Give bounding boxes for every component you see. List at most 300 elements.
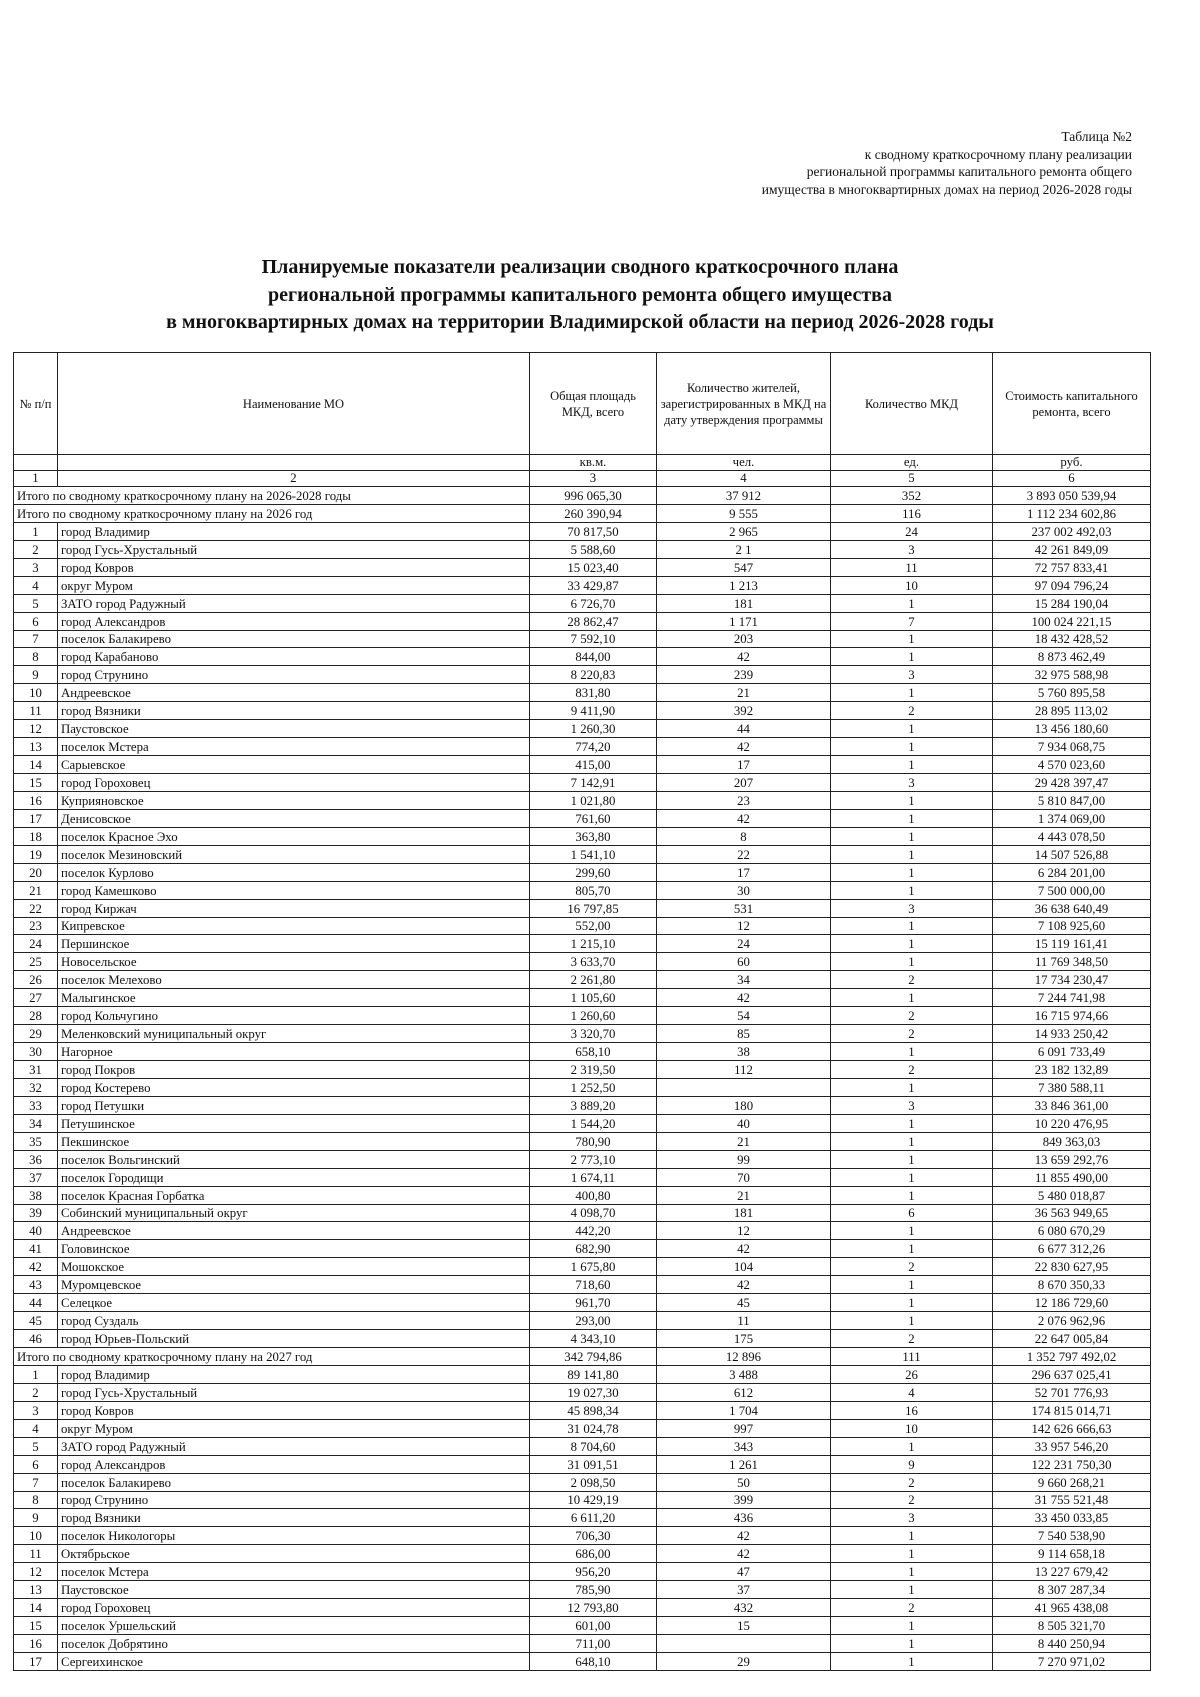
row-municipality: поселок Курлово	[58, 863, 530, 881]
table-row	[14, 1025, 1151, 1043]
row-area: 12 793,80	[530, 1599, 657, 1617]
row-residents: 70	[657, 1168, 831, 1186]
row-index: 12	[14, 1563, 58, 1581]
row-residents: 21	[657, 1186, 831, 1204]
row-index: 23	[14, 917, 58, 935]
row-residents: 17	[657, 756, 831, 774]
row-buildings: 2	[831, 1491, 993, 1509]
row-municipality: Першинское	[58, 935, 530, 953]
table-row	[14, 1312, 1151, 1330]
row-index: 2	[14, 1383, 58, 1401]
row-index: 15	[14, 774, 58, 792]
row-municipality: поселок Мстера	[58, 1563, 530, 1581]
table-row	[14, 1455, 1151, 1473]
total-area: 996 065,30	[530, 487, 657, 505]
table-row	[14, 827, 1151, 845]
row-municipality: город Гороховец	[58, 774, 530, 792]
appendix-line: региональной программы капитального ремонта общего	[806, 164, 1132, 180]
row-index: 5	[14, 594, 58, 612]
row-buildings: 1	[831, 1132, 993, 1150]
row-residents: 2 965	[657, 522, 831, 540]
row-index: 26	[14, 971, 58, 989]
row-municipality: город Покров	[58, 1061, 530, 1079]
row-area: 1 541,10	[530, 845, 657, 863]
row-area: 1 260,30	[530, 720, 657, 738]
row-cost: 33 450 033,85	[993, 1509, 1151, 1527]
row-index: 13	[14, 738, 58, 756]
row-cost: 5 810 847,00	[993, 791, 1151, 809]
row-area: 682,90	[530, 1240, 657, 1258]
row-buildings: 1	[831, 1563, 993, 1581]
row-index: 14	[14, 756, 58, 774]
row-index: 11	[14, 702, 58, 720]
table-row	[14, 666, 1151, 684]
row-index: 7	[14, 630, 58, 648]
row-cost: 36 563 949,65	[993, 1204, 1151, 1222]
row-residents: 23	[657, 791, 831, 809]
row-residents: 11	[657, 1312, 831, 1330]
row-area: 956,20	[530, 1563, 657, 1581]
row-residents: 29	[657, 1652, 831, 1670]
row-municipality: Меленковский муниципальный округ	[58, 1025, 530, 1043]
row-municipality: Сергеихинское	[58, 1652, 530, 1670]
row-municipality: город Струнино	[58, 1491, 530, 1509]
row-municipality: поселок Красное Эхо	[58, 827, 530, 845]
row-index: 28	[14, 1007, 58, 1025]
table-row	[14, 989, 1151, 1007]
table-row	[14, 917, 1151, 935]
row-municipality: округ Муром	[58, 576, 530, 594]
row-cost: 142 626 666,63	[993, 1419, 1151, 1437]
row-area: 442,20	[530, 1222, 657, 1240]
table-row	[14, 774, 1151, 792]
row-area: 831,80	[530, 684, 657, 702]
section-total-residents: 9 555	[657, 504, 831, 522]
total-residents: 37 912	[657, 487, 831, 505]
row-index: 13	[14, 1581, 58, 1599]
table-row	[14, 1150, 1151, 1168]
row-cost: 6 091 733,49	[993, 1043, 1151, 1061]
table-row	[14, 1617, 1151, 1635]
row-area: 2 319,50	[530, 1061, 657, 1079]
row-area: 805,70	[530, 881, 657, 899]
row-index: 39	[14, 1204, 58, 1222]
row-index: 8	[14, 1491, 58, 1509]
table-row	[14, 720, 1151, 738]
row-area: 648,10	[530, 1652, 657, 1670]
row-index: 30	[14, 1043, 58, 1061]
row-cost: 122 231 750,30	[993, 1455, 1151, 1473]
table-row	[14, 1168, 1151, 1186]
row-area: 3 889,20	[530, 1096, 657, 1114]
row-area: 415,00	[530, 756, 657, 774]
row-buildings: 2	[831, 1061, 993, 1079]
row-municipality: поселок Красная Горбатка	[58, 1186, 530, 1204]
row-residents: 399	[657, 1491, 831, 1509]
row-cost: 8 307 287,34	[993, 1581, 1151, 1599]
header-cost: Стоимость капитального ремонта, всего	[993, 353, 1151, 455]
row-municipality: город Владимир	[58, 1365, 530, 1383]
row-municipality: Октябрьское	[58, 1545, 530, 1563]
row-residents: 531	[657, 899, 831, 917]
row-municipality: Мошокское	[58, 1258, 530, 1276]
row-buildings: 2	[831, 1007, 993, 1025]
row-cost: 2 076 962,96	[993, 1312, 1151, 1330]
table-row	[14, 1061, 1151, 1079]
row-buildings: 9	[831, 1455, 993, 1473]
row-area: 1 544,20	[530, 1114, 657, 1132]
row-area: 15 023,40	[530, 558, 657, 576]
row-municipality: город Кольчугино	[58, 1007, 530, 1025]
row-municipality: город Владимир	[58, 522, 530, 540]
row-municipality: Куприяновское	[58, 791, 530, 809]
total-cost: 3 893 050 539,94	[993, 487, 1151, 505]
row-buildings: 3	[831, 1096, 993, 1114]
column-number: 2	[58, 471, 530, 487]
row-cost: 8 873 462,49	[993, 648, 1151, 666]
row-cost: 33 846 361,00	[993, 1096, 1151, 1114]
header-residents: Количество жителей, зарегистрированных в МКД на дату утверждения программы	[657, 353, 831, 455]
row-municipality: поселок Мезиновский	[58, 845, 530, 863]
row-cost: 52 701 776,93	[993, 1383, 1151, 1401]
row-residents: 15	[657, 1617, 831, 1635]
row-area: 552,00	[530, 917, 657, 935]
row-index: 24	[14, 935, 58, 953]
row-municipality: поселок Балакирево	[58, 1473, 530, 1491]
row-residents: 239	[657, 666, 831, 684]
row-buildings: 1	[831, 684, 993, 702]
header-area: Общая площадь МКД, всего	[530, 353, 657, 455]
row-area: 1 021,80	[530, 791, 657, 809]
row-municipality: город Ковров	[58, 1401, 530, 1419]
row-buildings: 3	[831, 1509, 993, 1527]
table-row	[14, 935, 1151, 953]
table-row	[14, 1383, 1151, 1401]
row-residents: 42	[657, 1276, 831, 1294]
row-area: 780,90	[530, 1132, 657, 1150]
row-residents: 42	[657, 1240, 831, 1258]
table-row	[14, 558, 1151, 576]
row-index: 46	[14, 1330, 58, 1348]
row-cost: 15 284 190,04	[993, 594, 1151, 612]
row-residents: 207	[657, 774, 831, 792]
row-index: 19	[14, 845, 58, 863]
row-index: 44	[14, 1294, 58, 1312]
row-buildings: 1	[831, 1294, 993, 1312]
row-residents: 17	[657, 863, 831, 881]
row-cost: 6 677 312,26	[993, 1240, 1151, 1258]
row-cost: 8 505 321,70	[993, 1617, 1151, 1635]
row-area: 1 675,80	[530, 1258, 657, 1276]
row-municipality: город Струнино	[58, 666, 530, 684]
section-total-row	[14, 1348, 1151, 1366]
row-municipality: город Юрьев-Польский	[58, 1330, 530, 1348]
row-cost: 296 637 025,41	[993, 1365, 1151, 1383]
row-area: 7 142,91	[530, 774, 657, 792]
row-area: 293,00	[530, 1312, 657, 1330]
row-index: 2	[14, 540, 58, 558]
row-municipality: город Александров	[58, 612, 530, 630]
column-number: 5	[831, 471, 993, 487]
row-index: 17	[14, 809, 58, 827]
row-index: 20	[14, 863, 58, 881]
table-row	[14, 1330, 1151, 1348]
section-total-area: 342 794,86	[530, 1348, 657, 1366]
table-row	[14, 1043, 1151, 1061]
section-total-area: 260 390,94	[530, 504, 657, 522]
row-residents: 45	[657, 1294, 831, 1312]
row-municipality: город Вязники	[58, 1509, 530, 1527]
row-cost: 23 182 132,89	[993, 1061, 1151, 1079]
row-municipality: Денисовское	[58, 809, 530, 827]
row-municipality: город Киржач	[58, 899, 530, 917]
table-row	[14, 630, 1151, 648]
table-row	[14, 1437, 1151, 1455]
row-buildings: 2	[831, 1025, 993, 1043]
row-buildings: 11	[831, 558, 993, 576]
row-area: 363,80	[530, 827, 657, 845]
row-municipality: Нагорное	[58, 1043, 530, 1061]
table-row	[14, 1078, 1151, 1096]
section-total-cost: 1 112 234 602,86	[993, 504, 1151, 522]
row-area: 33 429,87	[530, 576, 657, 594]
row-area: 785,90	[530, 1581, 657, 1599]
row-municipality: поселок Балакирево	[58, 630, 530, 648]
row-index: 37	[14, 1168, 58, 1186]
row-cost: 17 734 230,47	[993, 971, 1151, 989]
row-cost: 9 114 658,18	[993, 1545, 1151, 1563]
row-cost: 4 443 078,50	[993, 827, 1151, 845]
section-total-buildings: 116	[831, 504, 993, 522]
row-municipality: поселок Вольгинский	[58, 1150, 530, 1168]
row-residents: 42	[657, 1545, 831, 1563]
row-buildings: 3	[831, 774, 993, 792]
row-index: 36	[14, 1150, 58, 1168]
row-index: 35	[14, 1132, 58, 1150]
row-buildings: 1	[831, 953, 993, 971]
row-municipality: город Гусь-Хрустальный	[58, 540, 530, 558]
row-area: 45 898,34	[530, 1401, 657, 1419]
row-residents: 37	[657, 1581, 831, 1599]
row-residents: 22	[657, 845, 831, 863]
table-row	[14, 1365, 1151, 1383]
row-cost: 7 380 588,11	[993, 1078, 1151, 1096]
table-row	[14, 1652, 1151, 1670]
row-buildings: 1	[831, 1186, 993, 1204]
row-buildings: 1	[831, 881, 993, 899]
table-row	[14, 738, 1151, 756]
row-index: 4	[14, 576, 58, 594]
row-municipality: округ Муром	[58, 1419, 530, 1437]
table-row	[14, 702, 1151, 720]
row-area: 299,60	[530, 863, 657, 881]
row-municipality: Малыгинское	[58, 989, 530, 1007]
row-index: 18	[14, 827, 58, 845]
table-row	[14, 791, 1151, 809]
appendix-line: Таблица №2	[1061, 129, 1132, 144]
row-buildings: 2	[831, 1330, 993, 1348]
units-empty	[58, 455, 530, 471]
row-area: 70 817,50	[530, 522, 657, 540]
table-row	[14, 1419, 1151, 1437]
row-residents: 343	[657, 1437, 831, 1455]
row-buildings: 2	[831, 1599, 993, 1617]
row-buildings: 1	[831, 863, 993, 881]
row-cost: 5 480 018,87	[993, 1186, 1151, 1204]
row-cost: 31 755 521,48	[993, 1491, 1151, 1509]
table-row	[14, 540, 1151, 558]
row-buildings: 1	[831, 791, 993, 809]
unit-area: кв.м.	[530, 455, 657, 471]
row-index: 41	[14, 1240, 58, 1258]
row-area: 400,80	[530, 1186, 657, 1204]
row-municipality: город Вязники	[58, 702, 530, 720]
unit-cost: руб.	[993, 455, 1151, 471]
row-buildings: 10	[831, 1419, 993, 1437]
appendix-line: к сводному краткосрочному плану реализации	[864, 146, 1132, 162]
row-buildings: 2	[831, 971, 993, 989]
row-municipality: город Костерево	[58, 1078, 530, 1096]
row-index: 27	[14, 989, 58, 1007]
row-index: 22	[14, 899, 58, 917]
row-area: 718,60	[530, 1276, 657, 1294]
section-total-residents: 12 896	[657, 1348, 831, 1366]
row-residents: 42	[657, 1527, 831, 1545]
row-index: 25	[14, 953, 58, 971]
row-municipality: поселок Мстера	[58, 738, 530, 756]
row-area: 7 592,10	[530, 630, 657, 648]
column-number: 3	[530, 471, 657, 487]
row-buildings: 2	[831, 1473, 993, 1491]
row-area: 31 091,51	[530, 1455, 657, 1473]
row-buildings: 1	[831, 989, 993, 1007]
row-buildings: 1	[831, 1078, 993, 1096]
row-buildings: 3	[831, 666, 993, 684]
row-index: 11	[14, 1545, 58, 1563]
header-name: Наименование МО	[58, 353, 530, 455]
row-cost: 11 855 490,00	[993, 1168, 1151, 1186]
row-buildings: 1	[831, 738, 993, 756]
row-residents: 50	[657, 1473, 831, 1491]
row-residents: 1 171	[657, 612, 831, 630]
row-residents: 180	[657, 1096, 831, 1114]
table-row	[14, 1509, 1151, 1527]
table-row	[14, 1545, 1151, 1563]
table-row	[14, 756, 1151, 774]
row-municipality: Паустовское	[58, 720, 530, 738]
row-area: 844,00	[530, 648, 657, 666]
row-cost: 7 108 925,60	[993, 917, 1151, 935]
row-residents: 42	[657, 809, 831, 827]
table-row	[14, 594, 1151, 612]
row-index: 7	[14, 1473, 58, 1491]
row-buildings: 1	[831, 1581, 993, 1599]
row-index: 3	[14, 1401, 58, 1419]
table-row	[14, 1527, 1151, 1545]
row-cost: 32 975 588,98	[993, 666, 1151, 684]
row-index: 29	[14, 1025, 58, 1043]
row-cost: 7 270 971,02	[993, 1652, 1151, 1670]
row-municipality: Пекшинское	[58, 1132, 530, 1150]
table-row	[14, 1276, 1151, 1294]
column-number: 4	[657, 471, 831, 487]
row-buildings: 1	[831, 1043, 993, 1061]
row-buildings: 1	[831, 594, 993, 612]
row-area: 686,00	[530, 1545, 657, 1563]
row-residents: 104	[657, 1258, 831, 1276]
row-buildings: 1	[831, 1635, 993, 1653]
row-residents: 432	[657, 1599, 831, 1617]
appendix-note	[532, 128, 1132, 198]
row-index: 9	[14, 666, 58, 684]
row-index: 34	[14, 1114, 58, 1132]
row-cost: 16 715 974,66	[993, 1007, 1151, 1025]
row-index: 16	[14, 1635, 58, 1653]
grand-total-row	[14, 487, 1151, 505]
row-index: 38	[14, 1186, 58, 1204]
row-municipality: Собинский муниципальный округ	[58, 1204, 530, 1222]
row-area: 1 252,50	[530, 1078, 657, 1096]
row-index: 31	[14, 1061, 58, 1079]
row-cost: 8 670 350,33	[993, 1276, 1151, 1294]
row-area: 711,00	[530, 1635, 657, 1653]
row-area: 16 797,85	[530, 899, 657, 917]
row-municipality: Селецкое	[58, 1294, 530, 1312]
row-buildings: 1	[831, 1617, 993, 1635]
row-area: 2 773,10	[530, 1150, 657, 1168]
row-area: 601,00	[530, 1617, 657, 1635]
row-municipality: поселок Городищи	[58, 1168, 530, 1186]
row-index: 6	[14, 612, 58, 630]
units-row	[14, 455, 1151, 471]
row-residents: 392	[657, 702, 831, 720]
row-residents: 40	[657, 1114, 831, 1132]
row-area: 9 411,90	[530, 702, 657, 720]
row-area: 1 674,11	[530, 1168, 657, 1186]
row-buildings: 1	[831, 1545, 993, 1563]
row-residents: 547	[657, 558, 831, 576]
row-cost: 7 540 538,90	[993, 1527, 1151, 1545]
row-area: 706,30	[530, 1527, 657, 1545]
row-index: 9	[14, 1509, 58, 1527]
row-residents: 21	[657, 684, 831, 702]
document-title	[10, 254, 1150, 337]
row-cost: 14 507 526,88	[993, 845, 1151, 863]
row-residents: 112	[657, 1061, 831, 1079]
table-row	[14, 648, 1151, 666]
row-residents: 30	[657, 881, 831, 899]
table-row	[14, 576, 1151, 594]
row-residents: 44	[657, 720, 831, 738]
row-residents: 42	[657, 989, 831, 1007]
row-municipality: поселок Уршельский	[58, 1617, 530, 1635]
row-index: 17	[14, 1652, 58, 1670]
table-row	[14, 1599, 1151, 1617]
row-index: 10	[14, 684, 58, 702]
row-buildings: 1	[831, 809, 993, 827]
row-cost: 100 024 221,15	[993, 612, 1151, 630]
row-residents: 181	[657, 1204, 831, 1222]
row-cost: 7 934 068,75	[993, 738, 1151, 756]
row-cost: 174 815 014,71	[993, 1401, 1151, 1419]
row-cost: 72 757 833,41	[993, 558, 1151, 576]
row-residents: 175	[657, 1330, 831, 1348]
row-cost: 6 080 670,29	[993, 1222, 1151, 1240]
table-row	[14, 1491, 1151, 1509]
row-residents: 12	[657, 917, 831, 935]
row-municipality: поселок Мелехово	[58, 971, 530, 989]
row-area: 4 098,70	[530, 1204, 657, 1222]
